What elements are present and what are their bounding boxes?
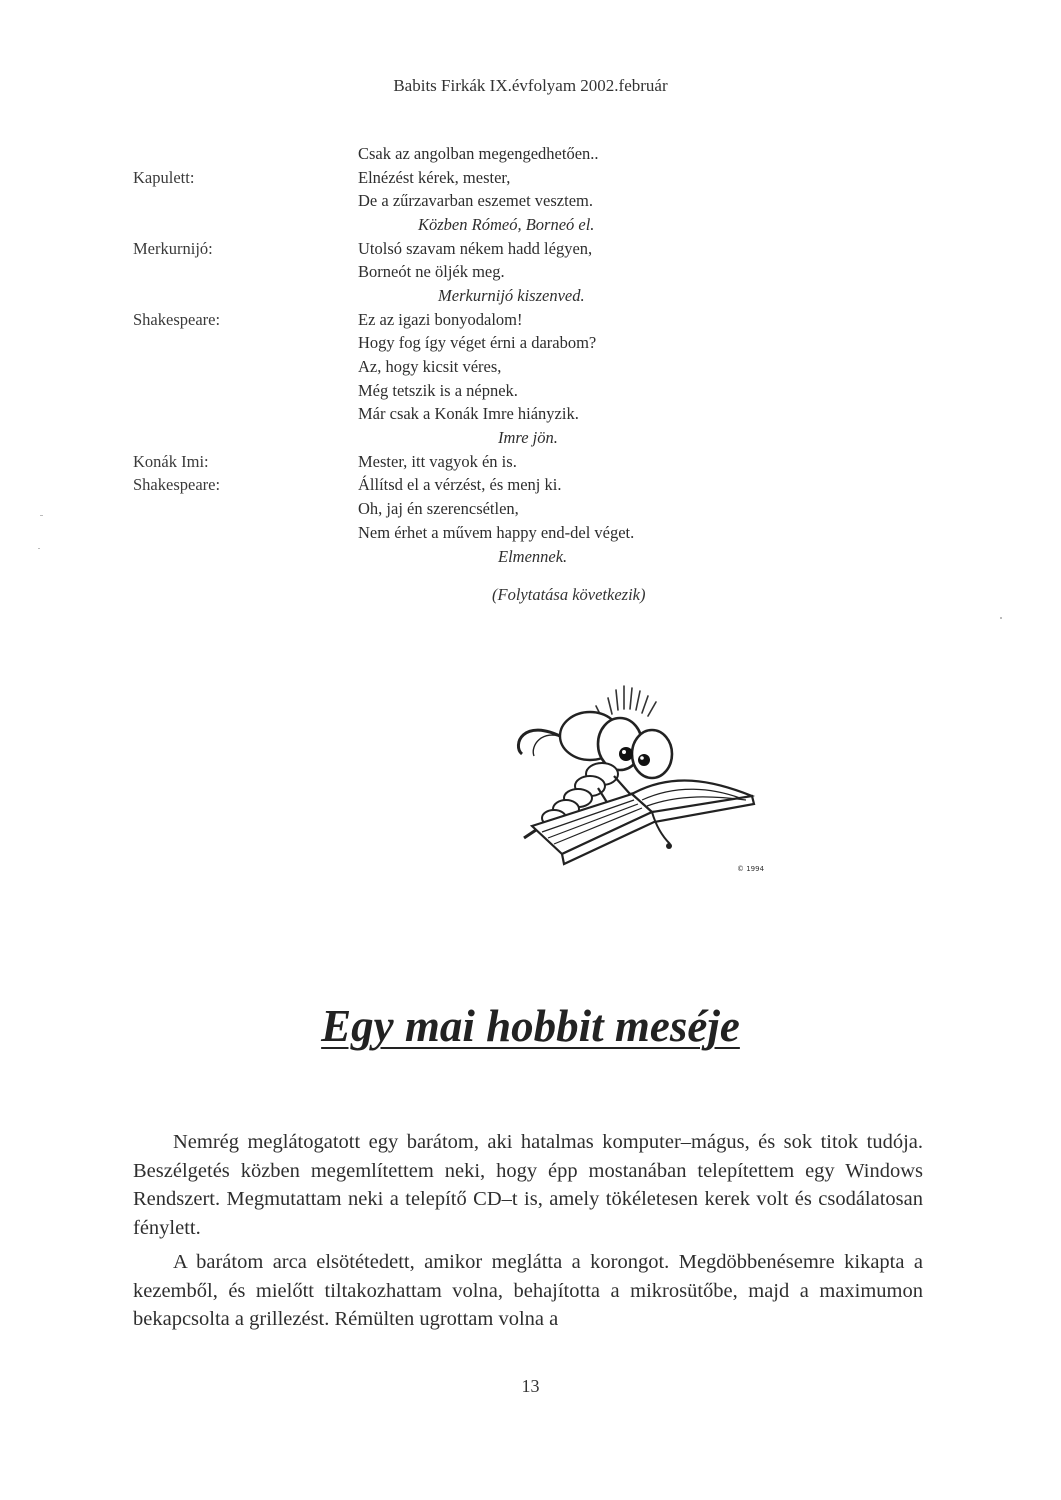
play-line <box>133 166 933 190</box>
speaker-name: Shakespeare: <box>133 309 221 329</box>
speaker-name: Konák Imi: <box>133 451 209 471</box>
stage-direction: Imre jön. <box>498 428 558 448</box>
story-body <box>133 1128 923 1340</box>
play-line <box>133 426 933 450</box>
scan-speck <box>38 548 40 549</box>
play-line <box>133 474 933 498</box>
page-header: Babits Firkák IX.évfolyam 2002.február <box>393 76 668 95</box>
story-paragraph: Nemrég meglátogatott egy barátom, aki hatalmas komputer–mágus, és sok titok tudója. Beszélgetés közben megemlítettem neki, hogy épp mostanában telepítettem egy Windows Rendszert. Megmutattam neki a telepítő CD–t is, amely tökéletesen kerek volt és csodálatosan fénylett. <box>133 1131 923 1239</box>
dialogue-text: Még tetszik is a népnek. <box>358 380 518 400</box>
story-paragraph: A barátom arca elsötétedett, amikor meglátta a korongot. Megdöbbenésemre kikapta a kezemből, és mielőtt tiltakozhattam volna, behajította a mikrosütőbe, majd a maximumon bekapcsolta a grillezést. Rémülten ugrottam volna a <box>133 1251 923 1330</box>
dialogue-text: De a zűrzavarban eszemet vesztem. <box>358 191 593 211</box>
speaker-name: Kapulett: <box>133 167 195 187</box>
dialogue-text: Borneót ne öljék meg. <box>358 262 505 282</box>
play-line <box>133 497 933 521</box>
dialogue-text: Már csak a Konák Imre hiányzik. <box>358 404 579 424</box>
play-line <box>133 142 933 166</box>
stage-direction: Elmennek. <box>498 546 568 566</box>
stage-direction: Merkurnijó kiszenved. <box>438 285 585 305</box>
dialogue-text: Hogy fog így véget érni a darabom? <box>358 333 597 353</box>
illustration-copyright: © 1994 <box>737 865 765 873</box>
speaker-name: Merkurnijó: <box>133 238 213 258</box>
story-title: Egy mai hobbit meséje <box>321 1001 740 1051</box>
page-number: 13 <box>521 1376 540 1396</box>
dialogue-text: Elnézést kérek, mester, <box>358 167 511 187</box>
dialogue-text: Oh, jaj én szerencsétlen, <box>358 499 519 519</box>
play-line <box>133 450 933 474</box>
play-line <box>133 355 933 379</box>
dialogue-text: Nem érhet a művem happy end-del véget. <box>358 522 635 542</box>
continuation-note: (Folytatása következik) <box>492 585 646 604</box>
play-line <box>133 403 933 427</box>
dialogue-text: Mester, itt vagyok én is. <box>358 451 517 471</box>
play-line <box>133 260 933 284</box>
play-line <box>133 545 933 569</box>
stage-direction: Közben Rómeó, Borneó el. <box>418 214 595 234</box>
dialogue-text: Utolsó szavam nékem hadd légyen, <box>358 238 593 258</box>
play-line <box>133 521 933 545</box>
scan-speck <box>40 515 43 516</box>
bookworm-reading-book-icon <box>502 676 772 876</box>
dialogue-text: Állítsd el a vérzést, és menj ki. <box>358 475 562 495</box>
play-line <box>133 189 933 213</box>
scan-speck <box>1000 617 1002 619</box>
play-line <box>133 237 933 261</box>
play-line <box>133 332 933 356</box>
dialogue-text: Csak az angolban megengedhetően.. <box>358 143 599 163</box>
play-line <box>133 308 933 332</box>
play-line <box>133 213 933 237</box>
dialogue-text: Ez az igazi bonyodalom! <box>358 309 523 329</box>
play-line <box>133 379 933 403</box>
play-line <box>133 284 933 308</box>
play-script <box>133 142 933 568</box>
dialogue-text: Az, hogy kicsit véres, <box>358 357 502 377</box>
speaker-name: Shakespeare: <box>133 475 221 495</box>
